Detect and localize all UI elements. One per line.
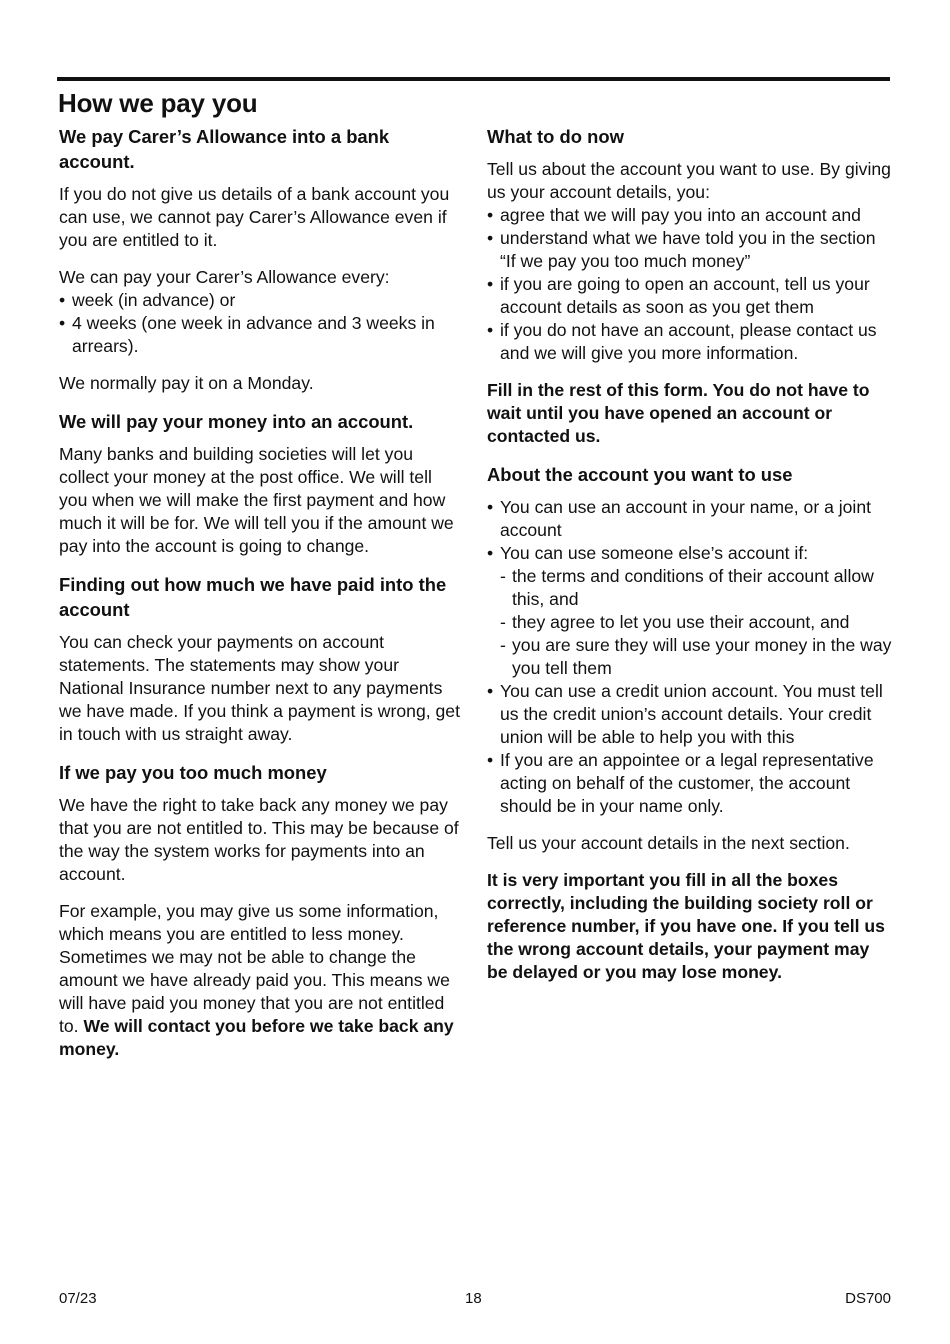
list-item: • You can use someone else’s account if: (487, 542, 892, 565)
list-item: • week (in advance) or (59, 289, 461, 312)
paragraph: Tell us about the account you want to use. By giving us your account details, you: (487, 159, 891, 202)
paragraph: Tell us your account details in the next section. (487, 833, 850, 853)
list-item: • You can use an account in your name, or a joint account (487, 496, 892, 542)
paragraph-text: For example, you may give us some information, which means you are entitled to less money. Sometimes we may not be able to change the amount we have already paid you. This means we will have paid you money that you are not entitled to. (59, 901, 450, 1036)
footer-date: 07/23 (59, 1290, 97, 1307)
bold-instruction: Fill in the rest of this form. You do not have to wait until you have opened an account or contacted us. (487, 380, 870, 446)
list-item: • understand what we have told you in the section “If we pay you too much money” (487, 227, 892, 273)
list-item: • agree that we will pay you into an account and (487, 204, 892, 227)
list-item: • You can use a credit union account. You must tell us the credit union’s account details. Your credit union will be able to help you with this (487, 680, 892, 749)
right-column (487, 124, 892, 998)
paragraph: If you do not give us details of a bank account you can use, we cannot pay Carer’s Allowance even if you are entitled to it. (59, 184, 450, 250)
list-item: • if you do not have an account, please contact us and we will give you more information. (487, 319, 892, 365)
page-title: How we pay you (58, 88, 258, 118)
paragraph: We can pay your Carer’s Allowance every: (59, 267, 390, 287)
section-heading-overpayment: If we pay you too much money (59, 762, 327, 783)
list-item: • If you are an appointee or a legal representative acting on behalf of the customer, the account should be in your name only. (487, 749, 892, 818)
top-rule (57, 77, 890, 81)
paragraph: Many banks and building societies will let you collect your money at the post office. We will tell you when we will make the first payment and how much it will be for. We will tell you if the amount we pay into the account is going to change. (59, 444, 454, 556)
list-item: • if you are going to open an account, tell us your account details as soon as you get them (487, 273, 892, 319)
bold-warning: It is very important you fill in all the boxes correctly, including the building society roll or reference number, if you have one. If you tell us the wrong account details, your payment may be delayed or you may lose money. (487, 870, 885, 982)
paragraph (59, 900, 461, 1061)
sub-list-item: - the terms and conditions of their account allow this, and (487, 565, 892, 611)
footer-page-number: 18 (465, 1290, 482, 1307)
section-heading-finding-out: Finding out how much we have paid into the account (59, 574, 447, 620)
paragraph: We normally pay it on a Monday. (59, 373, 314, 393)
payment-frequency-list (59, 289, 461, 358)
sub-list-item: - you are sure they will use your money in the way you tell them (487, 634, 892, 680)
paragraph: We have the right to take back any money we pay that you are not entitled to. This may be because of the way the system works for payments into an account. (59, 795, 459, 884)
consent-list (487, 204, 892, 365)
section-heading-pay-into-account: We will pay your money into an account. (59, 411, 414, 432)
sub-list-item: - they agree to let you use their account, and (487, 611, 892, 634)
list-item: • 4 weeks (one week in advance and 3 weeks in arrears). (59, 312, 461, 358)
section-heading-what-to-do: What to do now (487, 126, 624, 147)
section-heading-bank-account: We pay Carer’s Allowance into a bank account. (59, 126, 390, 172)
account-rules-list (487, 496, 892, 818)
paragraph-bold-text: We will contact you before we take back any money. (59, 1016, 454, 1059)
footer-form-code: DS700 (845, 1290, 891, 1307)
left-column (59, 124, 461, 1075)
paragraph: You can check your payments on account statements. The statements may show your National Insurance number next to any payments we have made. If you think a payment is wrong, get in touch with us straight away. (59, 632, 460, 744)
section-heading-about-account: About the account you want to use (487, 464, 793, 485)
